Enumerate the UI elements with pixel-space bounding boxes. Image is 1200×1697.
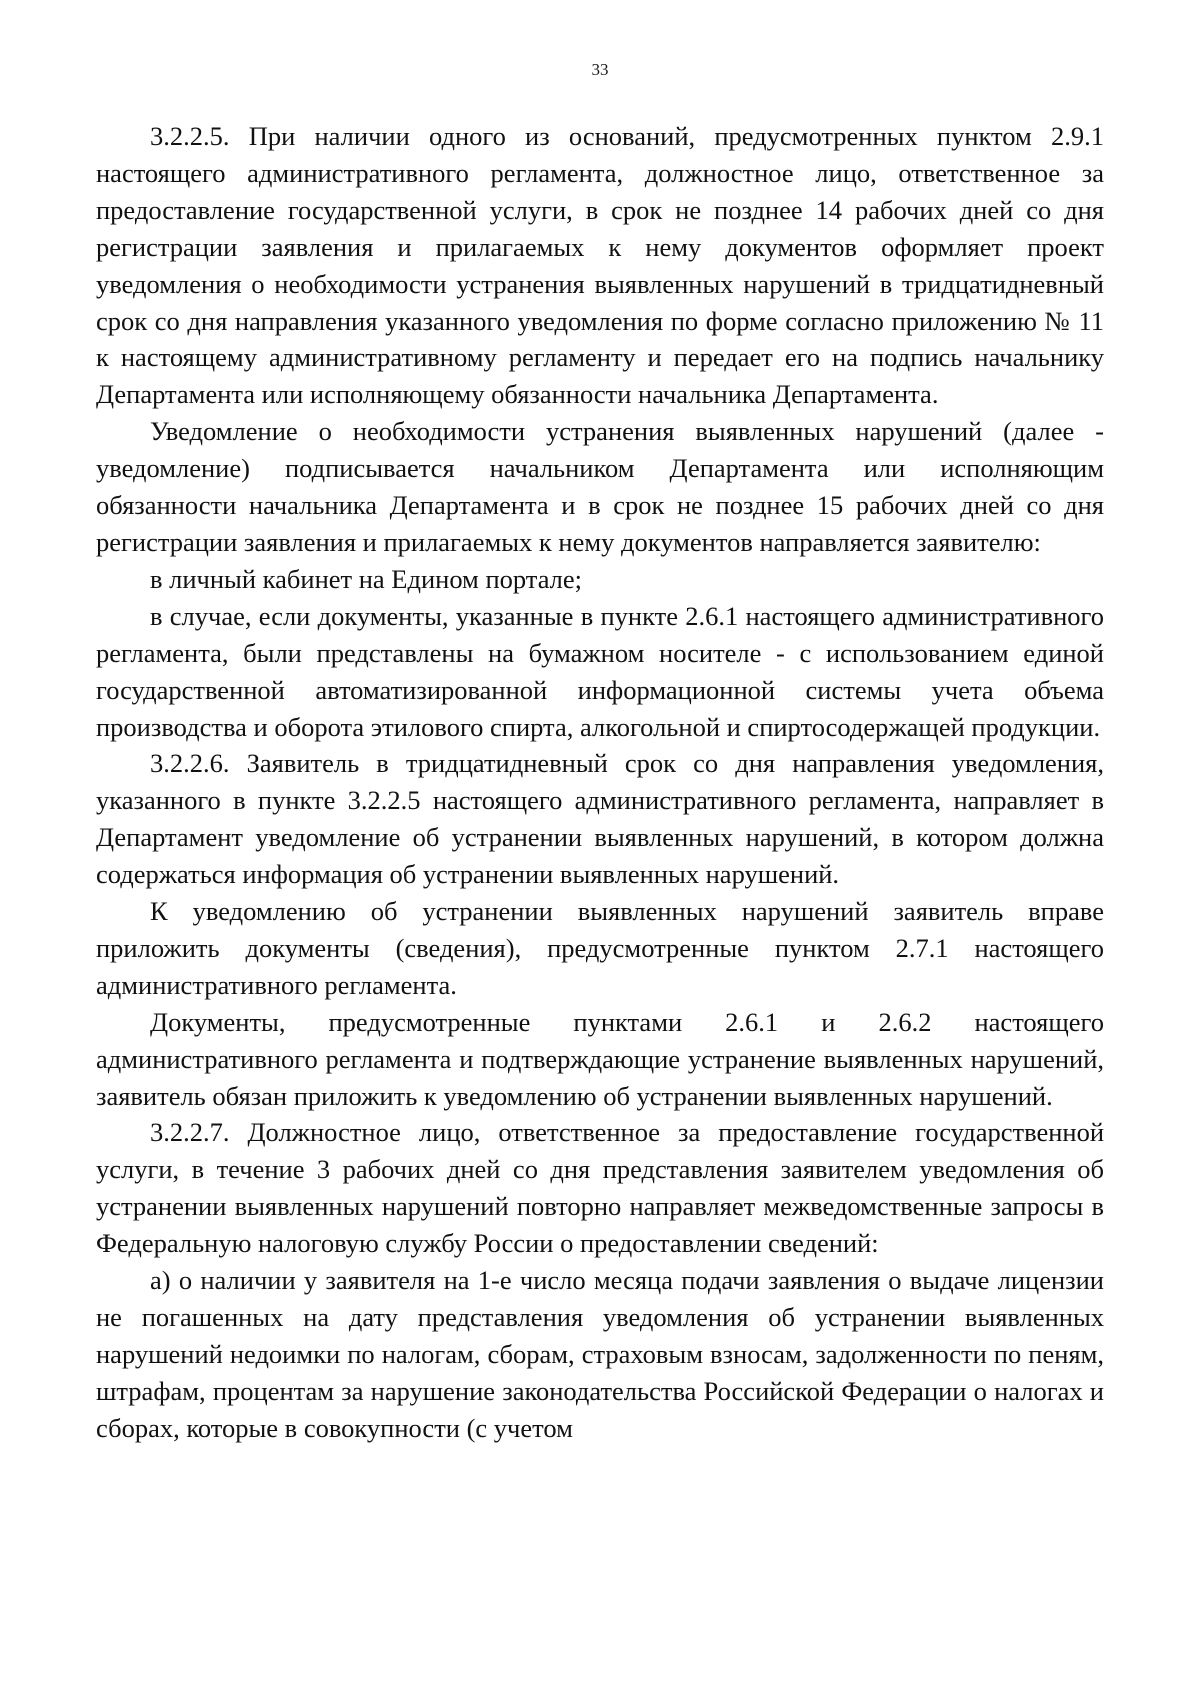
paragraph-3-2-2-6: 3.2.2.6. Заявитель в тридцатидневный срок со дня направления уведомления, указанного в пункте 3.2.2.5 настоящего административного регламента, направляет в Департамент уведомление об устранении выявленных нарушений, в котором должна содержаться информация об устранении выявленных нарушений.: [96, 748, 1104, 890]
paragraph-3-2-2-7: 3.2.2.7. Должностное лицо, ответственное за предоставление государственной услуги, в течение 3 рабочих дней со дня представления заявителем уведомления об устранении выявленных нарушений повторно направляет межведомственные запросы в Федеральную налоговую службу России о предоставлении сведений:: [96, 1117, 1104, 1259]
page-number: 33: [591, 60, 609, 79]
document-body: [96, 118, 1104, 1447]
paragraph-notification-signing: Уведомление о необходимости устранения выявленных нарушений (далее - уведомление) подписывается начальником Департамента или исполняющим обязанности начальника Департамента и в срок не позднее 15 рабочих дней со дня регистрации заявления и прилагаемых к нему документов направляется заявителю:: [96, 416, 1104, 557]
paragraph-personal-cabinet: в личный кабинет на Едином портале;: [150, 563, 583, 594]
paragraph-paper-documents: в случае, если документы, указанные в пункте 2.6.1 настоящего административного регламента, были представлены на бумажном носителе - с использованием единой государственной автоматизированной информационной системы учета объема производства и оборота этилового спирта, алкогольной и спиртосодержащей продукции.: [96, 600, 1104, 742]
paragraph-required-documents: Документы, предусмотренные пунктами 2.6.1 и 2.6.2 настоящего административного регламента и подтверждающие устранение выявленных нарушений, заявитель обязан приложить к уведомлению об устранении выявленных нарушений.: [96, 1006, 1104, 1111]
paragraph-attach-documents: К уведомлению об устранении выявленных нарушений заявитель вправе приложить документы (сведения), предусмотренные пунктом 2.7.1 настоящего административного регламента.: [96, 896, 1104, 1000]
paragraph-3-2-2-5: 3.2.2.5. При наличии одного из оснований, предусмотренных пунктом 2.9.1 настоящего административного регламента, должностное лицо, ответственное за предоставление государственной услуги, в срок не позднее 14 рабочих дней со дня регистрации заявления и прилагаемых к нему документов оформляет проект уведомления о необходимости устранения выявленных нарушений в тридцатидневный срок со дня направления указанного уведомления по форме согласно приложению № 11 к настоящему административному регламенту и передает его на подпись начальнику Департамента или исполняющему обязанности начальника Департамента.: [96, 121, 1104, 410]
paragraph-item-a: а) о наличии у заявителя на 1-е число месяца подачи заявления о выдаче лицензии не погашенных на дату представления уведомления об устранении выявленных нарушений недоимки по налогам, сборам, страховым взносам, задолженности по пеням, штрафам, процентам за нарушение законодательства Российской Федерации о налогах и сборах, которые в совокупности (с учетом: [96, 1265, 1104, 1443]
